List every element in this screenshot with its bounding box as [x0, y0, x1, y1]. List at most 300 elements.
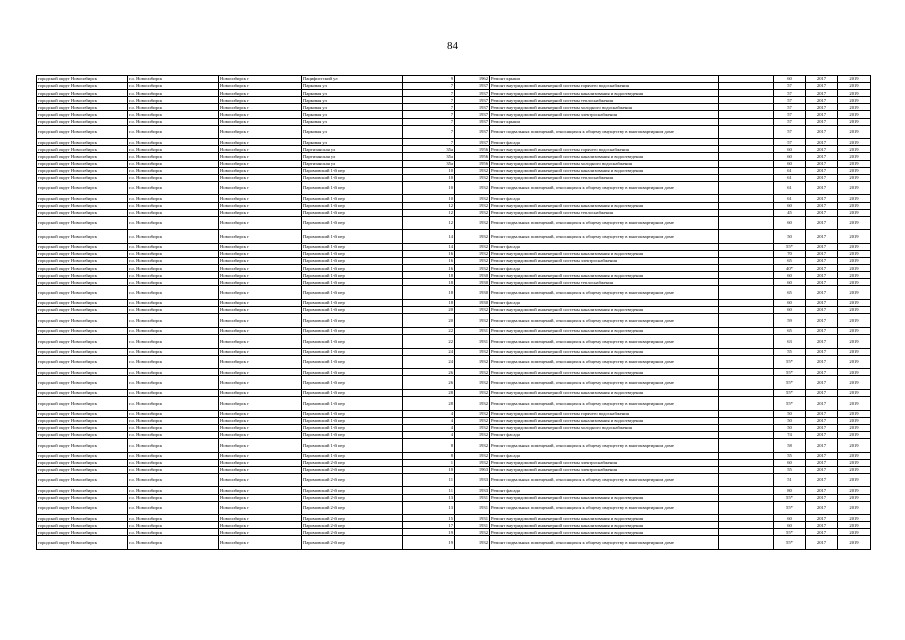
build-year-cell: 1932: [455, 536, 490, 550]
end-year-cell: 2019: [838, 314, 871, 328]
wear-cell: 80: [774, 487, 806, 494]
table-row: [37, 487, 871, 494]
city-cell: Новосибирск г: [219, 83, 302, 90]
street-cell: Парковая ул: [302, 118, 403, 125]
house-number-cell: 1: [403, 459, 455, 466]
start-year-cell: 2017: [806, 160, 838, 167]
city-cell: Новосибирск г: [219, 230, 302, 244]
wear-cell: 60: [774, 459, 806, 466]
house-number-cell: 18: [403, 286, 455, 300]
district-cell: городской округ Новосибирск: [37, 230, 128, 244]
street-cell: Партизанская ул: [302, 146, 403, 153]
table-row: [37, 424, 871, 431]
city-cell: Новосибирск г: [219, 76, 302, 83]
wear-cell: 55*: [774, 369, 806, 376]
municipality-cell: г.о. Новосибирск: [128, 522, 219, 529]
end-year-cell: 2019: [838, 195, 871, 202]
build-year-cell: 1932: [455, 369, 490, 376]
build-year-cell: 1933: [455, 473, 490, 487]
table-body: [37, 76, 871, 550]
municipality-cell: г.о. Новосибирск: [128, 376, 219, 390]
city-cell: Новосибирск г: [219, 300, 302, 307]
end-year-cell: 2019: [838, 76, 871, 83]
district-cell: городской округ Новосибирск: [37, 487, 128, 494]
work-type-cell: Ремонт внутридомовой инженерной системы канализования и водоотведения: [490, 515, 719, 522]
table-row: [37, 230, 871, 244]
district-cell: городской округ Новосибирск: [37, 348, 128, 355]
municipality-cell: г.о. Новосибирск: [128, 487, 219, 494]
wear-cell: 60: [774, 272, 806, 279]
cost-cell: [719, 125, 774, 139]
house-number-cell: 35а: [403, 146, 455, 153]
municipality-cell: г.о. Новосибирск: [128, 307, 219, 314]
street-cell: Паромовский 2-й пер: [302, 522, 403, 529]
district-cell: городской округ Новосибирск: [37, 76, 128, 83]
build-year-cell: 1937: [455, 118, 490, 125]
district-cell: городской округ Новосибирск: [37, 97, 128, 104]
city-cell: Новосибирск г: [219, 307, 302, 314]
district-cell: городской округ Новосибирск: [37, 438, 128, 452]
cost-cell: [719, 417, 774, 424]
house-number-cell: 13: [403, 501, 455, 515]
end-year-cell: 2019: [838, 459, 871, 466]
table-row: [37, 153, 871, 160]
street-cell: Парковая ул: [302, 139, 403, 146]
municipality-cell: г.о. Новосибирск: [128, 153, 219, 160]
district-cell: городской округ Новосибирск: [37, 83, 128, 90]
start-year-cell: 2017: [806, 250, 838, 257]
work-type-cell: Ремонт внутридомовой инженерной системы канализования и водоотведения: [490, 522, 719, 529]
table-row: [37, 258, 871, 265]
house-number-cell: 7: [403, 104, 455, 111]
house-number-cell: 4: [403, 410, 455, 417]
house-number-cell: 12: [403, 209, 455, 216]
table-row: [37, 209, 871, 216]
start-year-cell: 2017: [806, 90, 838, 97]
municipality-cell: г.о. Новосибирск: [128, 104, 219, 111]
district-cell: городской округ Новосибирск: [37, 216, 128, 230]
end-year-cell: 2019: [838, 153, 871, 160]
build-year-cell: 1931: [455, 494, 490, 501]
work-type-cell: Ремонт подвальных помещений, относящихся к общему имуществу в многоквартирном доме: [490, 334, 719, 348]
build-year-cell: 1932: [455, 167, 490, 174]
end-year-cell: 2019: [838, 473, 871, 487]
cost-cell: [719, 230, 774, 244]
district-cell: городской округ Новосибирск: [37, 376, 128, 390]
work-type-cell: Ремонт внутридомовой инженерной системы канализования и водоотведения: [490, 348, 719, 355]
city-cell: Новосибирск г: [219, 90, 302, 97]
district-cell: городской округ Новосибирск: [37, 522, 128, 529]
end-year-cell: 2019: [838, 174, 871, 181]
street-cell: Парковая ул: [302, 125, 403, 139]
city-cell: Новосибирск г: [219, 536, 302, 550]
city-cell: Новосибирск г: [219, 327, 302, 334]
street-cell: Паромовский 1-й пер: [302, 272, 403, 279]
district-cell: городской округ Новосибирск: [37, 111, 128, 118]
district-cell: городской округ Новосибирск: [37, 327, 128, 334]
wear-cell: 60: [774, 515, 806, 522]
wear-cell: 55*: [774, 376, 806, 390]
municipality-cell: г.о. Новосибирск: [128, 431, 219, 438]
street-cell: Паромовский 1-й пер: [302, 327, 403, 334]
build-year-cell: 1932: [455, 417, 490, 424]
start-year-cell: 2017: [806, 466, 838, 473]
municipality-cell: г.о. Новосибирск: [128, 369, 219, 376]
cost-cell: [719, 146, 774, 153]
table-row: [37, 389, 871, 396]
table-row: [37, 327, 871, 334]
city-cell: Новосибирск г: [219, 389, 302, 396]
city-cell: Новосибирск г: [219, 396, 302, 410]
work-type-cell: Ремонт подвальных помещений, относящихся к общему имуществу в многоквартирном доме: [490, 216, 719, 230]
end-year-cell: 2019: [838, 355, 871, 369]
city-cell: Новосибирск г: [219, 501, 302, 515]
end-year-cell: 2019: [838, 272, 871, 279]
build-year-cell: 1933: [455, 487, 490, 494]
start-year-cell: 2017: [806, 83, 838, 90]
start-year-cell: 2017: [806, 396, 838, 410]
start-year-cell: 2017: [806, 76, 838, 83]
end-year-cell: 2019: [838, 118, 871, 125]
street-cell: Паромовский 1-й пер: [302, 376, 403, 390]
start-year-cell: 2017: [806, 230, 838, 244]
start-year-cell: 2017: [806, 529, 838, 536]
city-cell: Новосибирск г: [219, 314, 302, 328]
district-cell: городской округ Новосибирск: [37, 118, 128, 125]
wear-cell: 50: [774, 424, 806, 431]
end-year-cell: 2019: [838, 125, 871, 139]
end-year-cell: 2019: [838, 146, 871, 153]
house-number-cell: 22: [403, 334, 455, 348]
cost-cell: [719, 501, 774, 515]
table-row: [37, 334, 871, 348]
work-type-cell: Ремонт внутридомовой инженерной системы холодного водоснабжения: [490, 104, 719, 111]
city-cell: Новосибирск г: [219, 334, 302, 348]
municipality-cell: г.о. Новосибирск: [128, 410, 219, 417]
street-cell: Паромовский 1-й пер: [302, 300, 403, 307]
start-year-cell: 2017: [806, 417, 838, 424]
start-year-cell: 2017: [806, 258, 838, 265]
street-cell: Паромовский 1-й пер: [302, 250, 403, 257]
municipality-cell: г.о. Новосибирск: [128, 111, 219, 118]
cost-cell: [719, 410, 774, 417]
end-year-cell: 2019: [838, 90, 871, 97]
end-year-cell: 2019: [838, 334, 871, 348]
start-year-cell: 2017: [806, 438, 838, 452]
wear-cell: 50: [774, 230, 806, 244]
table-row: [37, 494, 871, 501]
build-year-cell: 1931: [455, 522, 490, 529]
cost-cell: [719, 396, 774, 410]
cost-cell: [719, 167, 774, 174]
municipality-cell: г.о. Новосибирск: [128, 146, 219, 153]
street-cell: Паромовский 1-й пер: [302, 243, 403, 250]
wear-cell: 51: [774, 473, 806, 487]
house-number-cell: 35а: [403, 153, 455, 160]
municipality-cell: г.о. Новосибирск: [128, 314, 219, 328]
house-number-cell: 26: [403, 369, 455, 376]
end-year-cell: 2019: [838, 452, 871, 459]
build-year-cell: 1937: [455, 83, 490, 90]
work-type-cell: Ремонт внутридомовой инженерной системы электроснабжения: [490, 459, 719, 466]
district-cell: городской округ Новосибирск: [37, 125, 128, 139]
municipality-cell: г.о. Новосибирск: [128, 334, 219, 348]
district-cell: городской округ Новосибирск: [37, 202, 128, 209]
wear-cell: 50: [774, 410, 806, 417]
table-row: [37, 111, 871, 118]
municipality-cell: г.о. Новосибирск: [128, 243, 219, 250]
district-cell: городской округ Новосибирск: [37, 417, 128, 424]
start-year-cell: 2017: [806, 473, 838, 487]
table-row: [37, 348, 871, 355]
street-cell: Партизанская ул: [302, 153, 403, 160]
municipality-cell: г.о. Новосибирск: [128, 529, 219, 536]
street-cell: Паромовский 1-й пер: [302, 307, 403, 314]
cost-cell: [719, 209, 774, 216]
municipality-cell: г.о. Новосибирск: [128, 272, 219, 279]
end-year-cell: 2019: [838, 160, 871, 167]
city-cell: Новосибирск г: [219, 243, 302, 250]
end-year-cell: 2019: [838, 265, 871, 272]
work-type-cell: Ремонт внутридомовой инженерной системы канализования и водоотведения: [490, 90, 719, 97]
wear-cell: 57: [774, 90, 806, 97]
end-year-cell: 2019: [838, 230, 871, 244]
wear-cell: 40*: [774, 265, 806, 272]
wear-cell: 60: [774, 307, 806, 314]
municipality-cell: г.о. Новосибирск: [128, 327, 219, 334]
end-year-cell: 2019: [838, 466, 871, 473]
build-year-cell: 1937: [455, 111, 490, 118]
table-row: [37, 97, 871, 104]
district-cell: городской округ Новосибирск: [37, 501, 128, 515]
district-cell: городской округ Новосибирск: [37, 529, 128, 536]
wear-cell: 65: [774, 327, 806, 334]
start-year-cell: 2017: [806, 243, 838, 250]
street-cell: Паромовский 1-й пер: [302, 167, 403, 174]
table-row: [37, 459, 871, 466]
cost-cell: [719, 452, 774, 459]
build-year-cell: 1932: [455, 202, 490, 209]
wear-cell: 57: [774, 83, 806, 90]
build-year-cell: 1932: [455, 459, 490, 466]
start-year-cell: 2017: [806, 174, 838, 181]
table-row: [37, 307, 871, 314]
house-number-cell: 10: [403, 195, 455, 202]
street-cell: Паромовский 2-й пер: [302, 466, 403, 473]
wear-cell: 60: [774, 522, 806, 529]
house-number-cell: 10: [403, 181, 455, 195]
street-cell: Паромовский 1-й пер: [302, 202, 403, 209]
district-cell: городской округ Новосибирск: [37, 90, 128, 97]
end-year-cell: 2019: [838, 279, 871, 286]
cost-cell: [719, 272, 774, 279]
table-row: [37, 529, 871, 536]
district-cell: городской округ Новосибирск: [37, 459, 128, 466]
table-row: [37, 272, 871, 279]
cost-cell: [719, 522, 774, 529]
cost-cell: [719, 153, 774, 160]
street-cell: Паромовский 1-й пер: [302, 369, 403, 376]
end-year-cell: 2019: [838, 389, 871, 396]
start-year-cell: 2017: [806, 389, 838, 396]
cost-cell: [719, 327, 774, 334]
city-cell: Новосибирск г: [219, 494, 302, 501]
cost-cell: [719, 195, 774, 202]
end-year-cell: 2019: [838, 209, 871, 216]
wear-cell: 55*: [774, 536, 806, 550]
house-number-cell: 24: [403, 348, 455, 355]
cost-cell: [719, 536, 774, 550]
house-number-cell: 14: [403, 230, 455, 244]
end-year-cell: 2019: [838, 243, 871, 250]
street-cell: Паромовский 1-й пер: [302, 181, 403, 195]
work-type-cell: Ремонт подвальных помещений, относящихся к общему имуществу в многоквартирном доме: [490, 501, 719, 515]
build-year-cell: 1932: [455, 529, 490, 536]
house-number-cell: 24: [403, 355, 455, 369]
build-year-cell: 1932: [455, 258, 490, 265]
start-year-cell: 2017: [806, 355, 838, 369]
start-year-cell: 2017: [806, 153, 838, 160]
cost-cell: [719, 494, 774, 501]
house-number-cell: 18: [403, 272, 455, 279]
city-cell: Новосибирск г: [219, 118, 302, 125]
start-year-cell: 2017: [806, 216, 838, 230]
table-row: [37, 286, 871, 300]
build-year-cell: 1937: [455, 125, 490, 139]
district-cell: городской округ Новосибирск: [37, 146, 128, 153]
street-cell: Паромовский 2-й пер: [302, 487, 403, 494]
cost-cell: [719, 279, 774, 286]
table-row: [37, 522, 871, 529]
city-cell: Новосибирск г: [219, 174, 302, 181]
start-year-cell: 2017: [806, 104, 838, 111]
city-cell: Новосибирск г: [219, 522, 302, 529]
work-type-cell: Ремонт внутридомовой инженерной системы канализования и водоотведения: [490, 327, 719, 334]
city-cell: Новосибирск г: [219, 431, 302, 438]
build-year-cell: 1956: [455, 153, 490, 160]
district-cell: городской округ Новосибирск: [37, 396, 128, 410]
street-cell: Паромовский 1-й пер: [302, 396, 403, 410]
table-row: [37, 83, 871, 90]
table-row: [37, 410, 871, 417]
start-year-cell: 2017: [806, 111, 838, 118]
start-year-cell: 2017: [806, 348, 838, 355]
house-number-cell: 28: [403, 396, 455, 410]
wear-cell: 57: [774, 125, 806, 139]
work-type-cell: Ремонт внутридомовой инженерной системы теплоснабжения: [490, 209, 719, 216]
end-year-cell: 2019: [838, 97, 871, 104]
street-cell: Парковая ул: [302, 83, 403, 90]
end-year-cell: 2019: [838, 104, 871, 111]
table-row: [37, 501, 871, 515]
build-year-cell: 1962: [455, 76, 490, 83]
table-row: [37, 473, 871, 487]
work-type-cell: Ремонт внутридомовой инженерной системы канализования и водоотведения: [490, 202, 719, 209]
house-number-cell: 11: [403, 487, 455, 494]
street-cell: Паромовский 1-й пер: [302, 279, 403, 286]
table-row: [37, 466, 871, 473]
build-year-cell: 1931: [455, 334, 490, 348]
end-year-cell: 2019: [838, 139, 871, 146]
work-type-cell: Ремонт внутридомовой инженерной системы канализования и водоотведения: [490, 272, 719, 279]
house-number-cell: 10: [403, 174, 455, 181]
street-cell: Паромовский 1-й пер: [302, 258, 403, 265]
end-year-cell: 2019: [838, 348, 871, 355]
work-type-cell: Ремонт внутридомовой инженерной системы канализования и водоотведения: [490, 369, 719, 376]
start-year-cell: 2017: [806, 369, 838, 376]
municipality-cell: г.о. Новосибирск: [128, 125, 219, 139]
street-cell: Парковая ул: [302, 90, 403, 97]
table-row: [37, 125, 871, 139]
end-year-cell: 2019: [838, 396, 871, 410]
municipality-cell: г.о. Новосибирск: [128, 195, 219, 202]
wear-cell: 55*: [774, 501, 806, 515]
wear-cell: 57: [774, 97, 806, 104]
work-type-cell: Ремонт фасада: [490, 431, 719, 438]
street-cell: Паромовский 1-й пер: [302, 286, 403, 300]
table-row: [37, 376, 871, 390]
district-cell: городской округ Новосибирск: [37, 174, 128, 181]
house-number-cell: 22: [403, 327, 455, 334]
municipality-cell: г.о. Новосибирск: [128, 501, 219, 515]
work-type-cell: Ремонт подвальных помещений, относящихся к общему имуществу в многоквартирном доме: [490, 181, 719, 195]
start-year-cell: 2017: [806, 167, 838, 174]
cost-cell: [719, 466, 774, 473]
municipality-cell: г.о. Новосибирск: [128, 76, 219, 83]
build-year-cell: 1932: [455, 216, 490, 230]
municipality-cell: г.о. Новосибирск: [128, 452, 219, 459]
house-number-cell: 10: [403, 466, 455, 473]
table-row: [37, 202, 871, 209]
house-number-cell: 7: [403, 118, 455, 125]
cost-cell: [719, 529, 774, 536]
work-type-cell: Ремонт подвальных помещений, относящихся к общему имуществу в многоквартирном доме: [490, 438, 719, 452]
district-cell: городской округ Новосибирск: [37, 300, 128, 307]
table-row: [37, 90, 871, 97]
district-cell: городской округ Новосибирск: [37, 104, 128, 111]
build-year-cell: 1932: [455, 307, 490, 314]
start-year-cell: 2017: [806, 487, 838, 494]
work-type-cell: Ремонт внутридомовой инженерной системы канализования и водоотведения: [490, 167, 719, 174]
city-cell: Новосибирск г: [219, 529, 302, 536]
street-cell: Паромовский 2-й пер: [302, 501, 403, 515]
municipality-cell: г.о. Новосибирск: [128, 459, 219, 466]
start-year-cell: 2017: [806, 97, 838, 104]
work-type-cell: Ремонт внутридомовой инженерной системы канализования и водоотведения: [490, 307, 719, 314]
start-year-cell: 2017: [806, 536, 838, 550]
street-cell: Паромовский 1-й пер: [302, 417, 403, 424]
district-cell: городской округ Новосибирск: [37, 389, 128, 396]
city-cell: Новосибирск г: [219, 272, 302, 279]
cost-cell: [719, 473, 774, 487]
start-year-cell: 2017: [806, 265, 838, 272]
build-year-cell: 1932: [455, 314, 490, 328]
wear-cell: 45: [774, 209, 806, 216]
end-year-cell: 2019: [838, 300, 871, 307]
city-cell: Новосибирск г: [219, 279, 302, 286]
build-year-cell: 1932: [455, 195, 490, 202]
repair-program-table: [36, 75, 871, 550]
cost-cell: [719, 97, 774, 104]
end-year-cell: 2019: [838, 529, 871, 536]
end-year-cell: 2019: [838, 515, 871, 522]
work-type-cell: Ремонт внутридомовой инженерной системы канализования и водоотведения: [490, 494, 719, 501]
street-cell: Парковая ул: [302, 97, 403, 104]
work-type-cell: Ремонт фасада: [490, 487, 719, 494]
house-number-cell: 28: [403, 389, 455, 396]
city-cell: Новосибирск г: [219, 125, 302, 139]
start-year-cell: 2017: [806, 307, 838, 314]
